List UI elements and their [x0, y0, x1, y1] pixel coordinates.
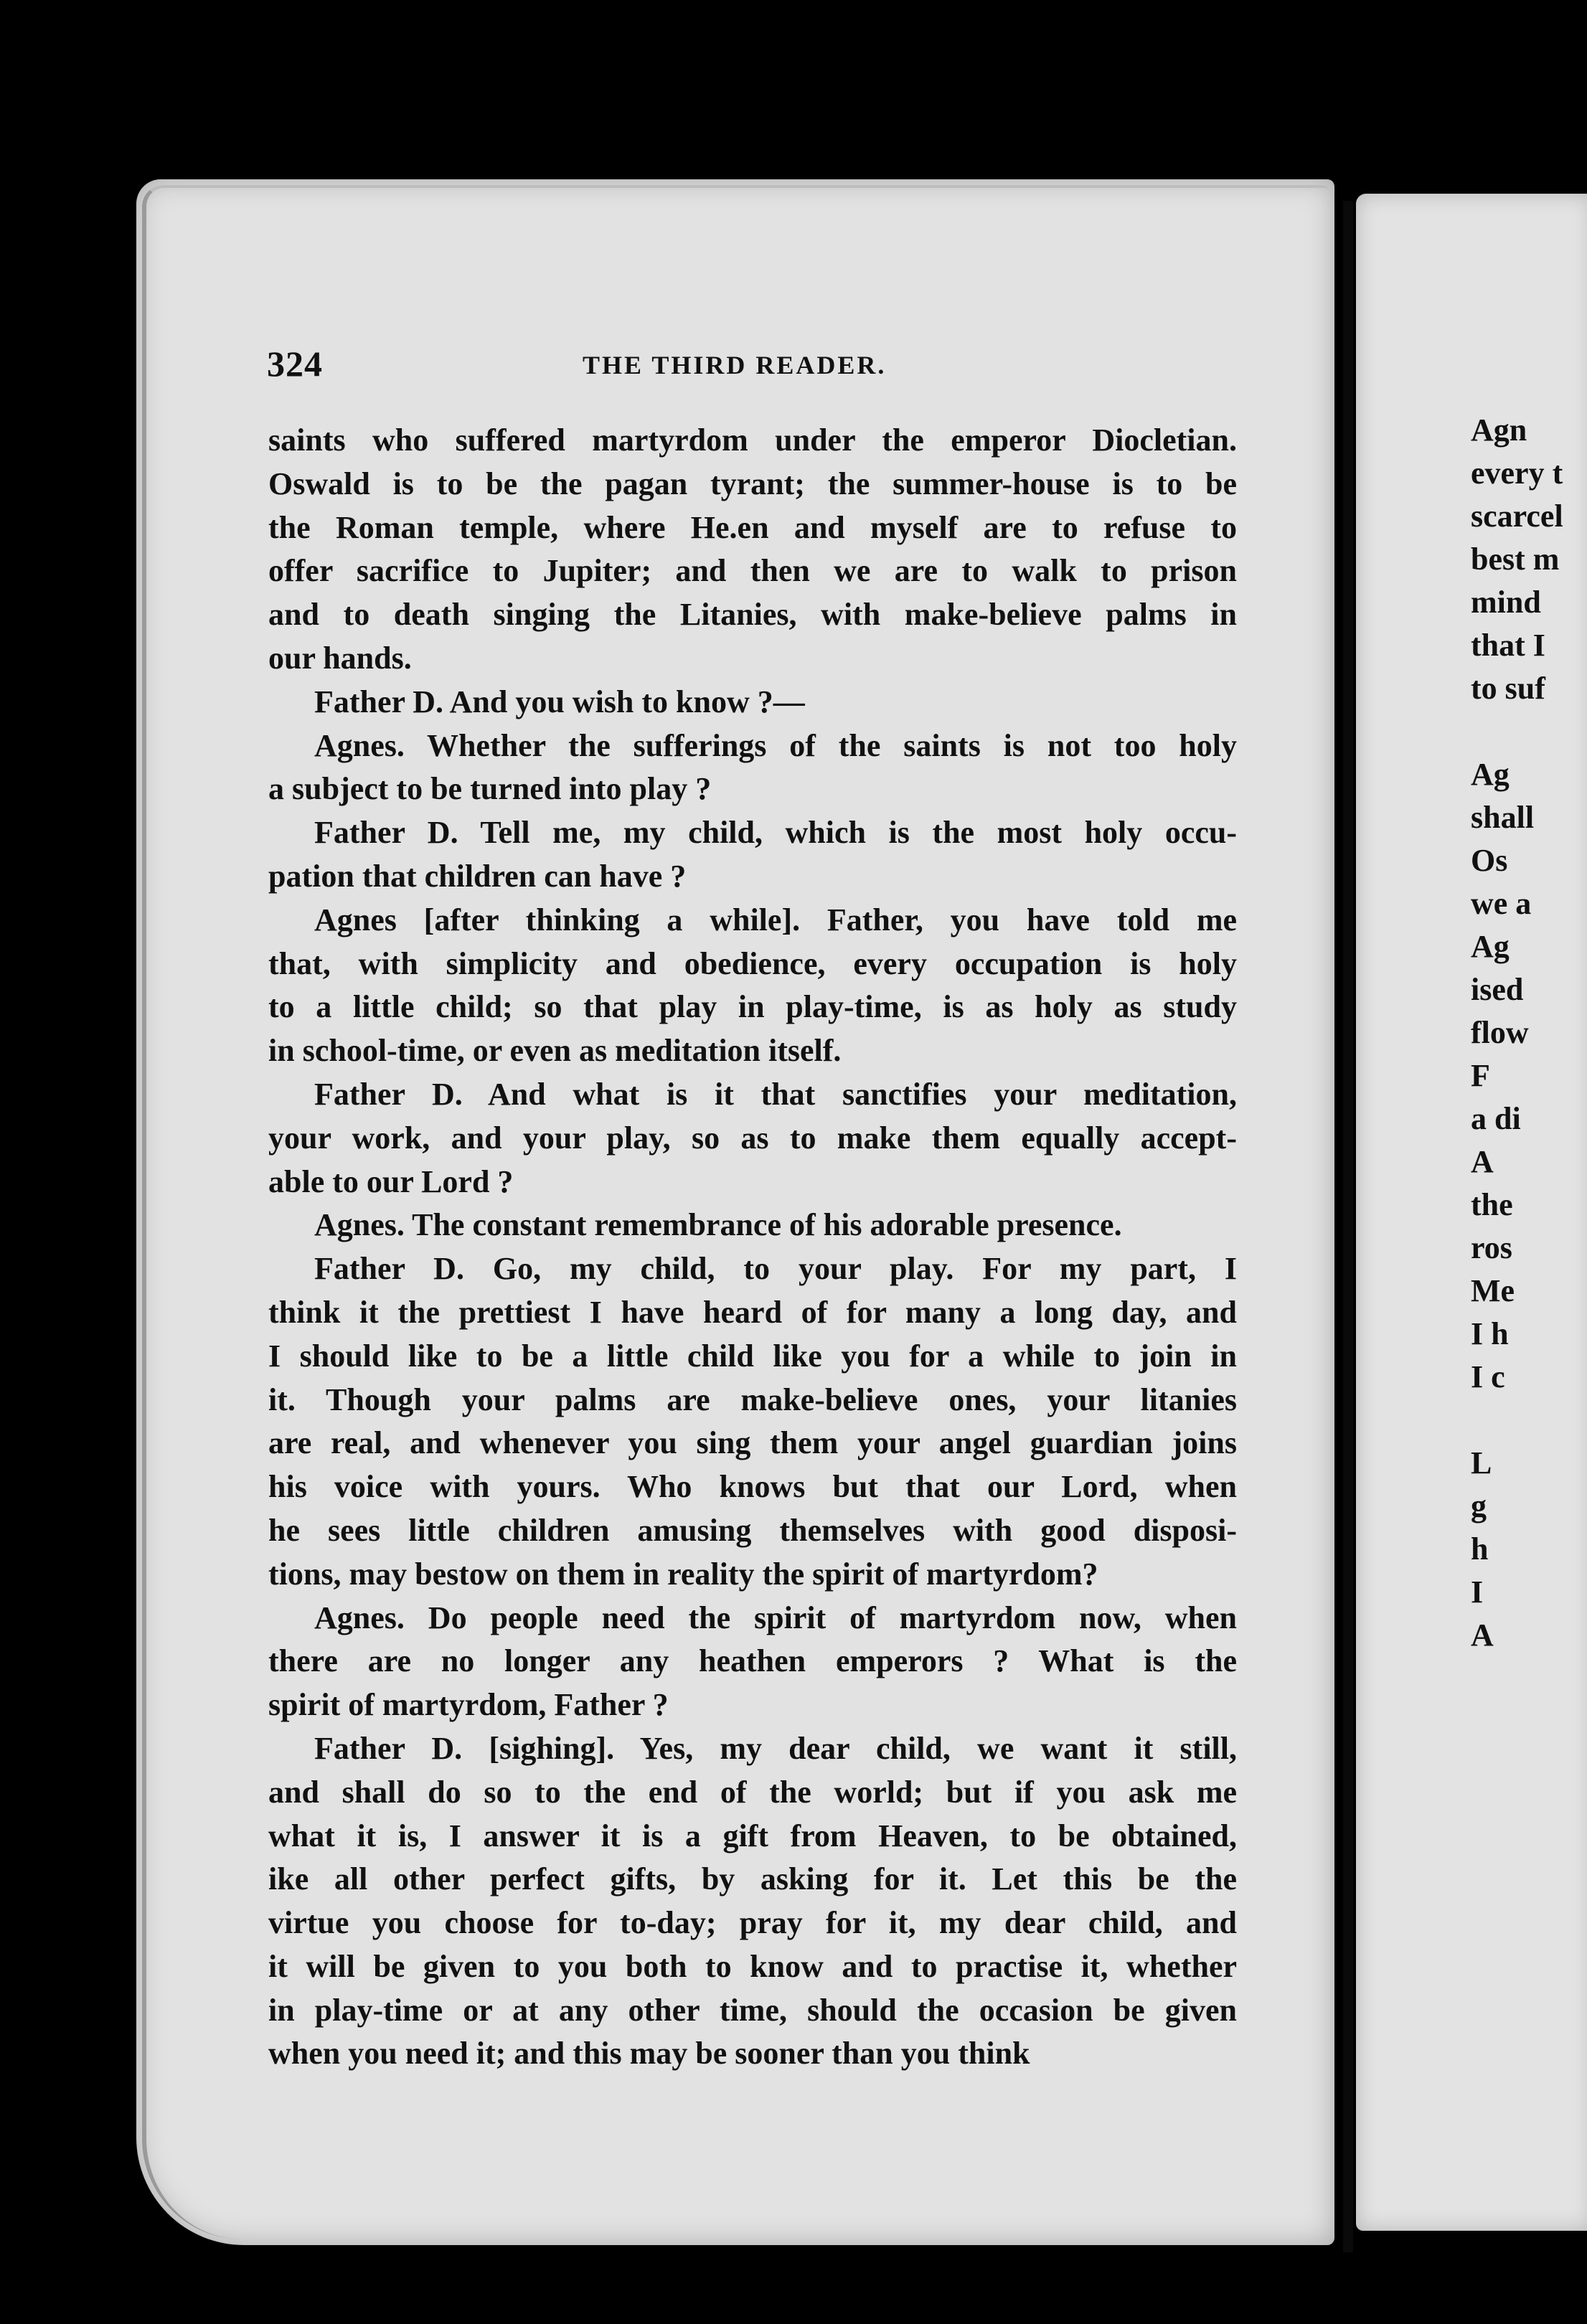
text-line: what it is, I answer it is a gift from Heaven, to be obtained,	[268, 1818, 1237, 1853]
text-line: are real, and whenever you sing them your angel guardian joins	[268, 1425, 1237, 1461]
text-line: spirit of martyrdom, Father ?	[268, 1687, 669, 1723]
text-fragment: shall	[1471, 800, 1535, 835]
text-line: tions, may bestow on them in reality the spirit of martyrdom?	[268, 1556, 1098, 1592]
page-header	[267, 343, 1235, 389]
text-fragment: mind	[1471, 585, 1541, 620]
text-fragment: we a	[1471, 886, 1532, 921]
text-fragment: L	[1471, 1445, 1492, 1480]
text-fragment: ros	[1471, 1230, 1512, 1265]
text-fragment: h	[1471, 1531, 1489, 1567]
text-line: and to death singing the Litanies, with make-believe palms in	[268, 597, 1237, 633]
text-line: he sees little children amusing themselves with good disposi-	[268, 1512, 1237, 1548]
text-fragment: A	[1471, 1144, 1494, 1179]
text-fragment: ised	[1471, 972, 1524, 1007]
page-body-text	[268, 419, 1237, 2076]
text-line: your work, and your play, so as to make them equally accept-	[268, 1120, 1237, 1156]
text-fragment: Os	[1471, 843, 1508, 878]
text-fragment: Ag	[1471, 929, 1510, 964]
text-line: Oswald is to be the pagan tyrant; the summer-house is to be	[268, 466, 1237, 501]
text-line: Agnes. The constant remembrance of his adorable presence.	[314, 1207, 1122, 1243]
text-fragment: the	[1471, 1187, 1513, 1222]
running-head: THE THIRD READER.	[583, 351, 887, 379]
text-line: in play-time or at any other time, should the occasion be given	[268, 1992, 1237, 2028]
text-fragment: to suf	[1471, 671, 1545, 706]
text-line: saints who suffered martyrdom under the emperor Diocletian.	[268, 422, 1237, 458]
text-line: when you need it; and this may be sooner than you think	[268, 2036, 1030, 2072]
text-line: Agnes. Whether the sufferings of the saints is not too holy	[314, 727, 1237, 763]
text-fragment: Me	[1471, 1273, 1515, 1308]
text-fragment: I h	[1471, 1316, 1509, 1351]
text-line: that, with simplicity and obedience, every occupation is holy	[268, 945, 1237, 981]
text-line: offer sacrifice to Jupiter; and then we are to walk to prison	[268, 553, 1237, 589]
text-line: and shall do so to the end of the world; but if you ask me	[268, 1774, 1237, 1810]
text-line: his voice with yours. Who knows but that our Lord, when	[268, 1469, 1237, 1505]
text-line: the Roman temple, where He.en and myself are to refuse to	[268, 509, 1237, 545]
text-fragment: flow	[1471, 1015, 1529, 1050]
text-line: virtue you choose for to-day; pray for it, my dear child, and	[268, 1905, 1237, 1941]
text-fragment: F	[1471, 1058, 1490, 1093]
text-line: Agnes. Do people need the spirit of martyrdom now, when	[314, 1600, 1237, 1635]
text-fragment: that I	[1471, 628, 1545, 663]
paragraph	[268, 1597, 1237, 1727]
text-line: there are no longer any heathen emperors ? What is the	[268, 1643, 1237, 1679]
book-spine	[1343, 201, 1353, 2252]
text-fragment: every t	[1471, 455, 1563, 491]
paragraph	[268, 811, 1237, 899]
text-line: think it the prettiest I have heard of for many a long day, and	[268, 1294, 1237, 1330]
text-fragment: g	[1471, 1488, 1487, 1524]
text-fragment: scarcel	[1471, 499, 1563, 534]
text-fragment: best m	[1471, 542, 1560, 577]
paragraph	[268, 1073, 1237, 1204]
text-line: pation that children can have ?	[268, 858, 687, 894]
text-line: a subject to be turned into play ?	[268, 771, 712, 807]
paragraph	[268, 681, 1237, 724]
text-fragment: I	[1471, 1574, 1484, 1610]
text-line: it will be given to you both to know and to practise it, whether	[268, 1948, 1237, 1984]
text-line: able to our Lord ?	[268, 1163, 514, 1199]
paragraph	[268, 1247, 1237, 1596]
page-number: 324	[267, 344, 323, 384]
text-line: our hands.	[268, 640, 412, 676]
paragraph	[268, 724, 1237, 812]
text-line: ike all other perfect gifts, by asking for it. Let this be the	[268, 1861, 1237, 1897]
text-fragment: A	[1471, 1617, 1494, 1653]
text-line: to a little child; so that play in play-time, is as holy as study	[268, 989, 1237, 1025]
text-line: Father D. And you wish to know ?—	[314, 684, 805, 719]
text-line: Father D. [sighing]. Yes, my dear child, we want it still,	[314, 1730, 1237, 1766]
text-line: in school-time, or even as meditation itself.	[268, 1033, 842, 1069]
text-line: it. Though your palms are make-believe ones, your litanies	[268, 1381, 1237, 1417]
paragraph	[268, 899, 1237, 1073]
text-line: Father D. And what is it that sanctifies your meditation,	[314, 1076, 1237, 1112]
text-fragment: Ag	[1471, 757, 1510, 792]
text-fragment: Agn	[1471, 412, 1527, 448]
text-fragment: I c	[1471, 1359, 1505, 1394]
text-line: Father D. Tell me, my child, which is the most holy occu-	[314, 815, 1237, 851]
text-line: I should like to be a little child like you for a while to join in	[268, 1338, 1237, 1374]
paragraph	[268, 1727, 1237, 2076]
text-line: Agnes [after thinking a while]. Father, you have told me	[314, 902, 1237, 937]
paragraph	[268, 1204, 1237, 1247]
right-page-text-fragments	[1471, 409, 1587, 1657]
text-line: Father D. Go, my child, to your play. For my part, I	[314, 1251, 1237, 1287]
text-fragment: a di	[1471, 1101, 1521, 1136]
paragraph	[268, 419, 1237, 681]
